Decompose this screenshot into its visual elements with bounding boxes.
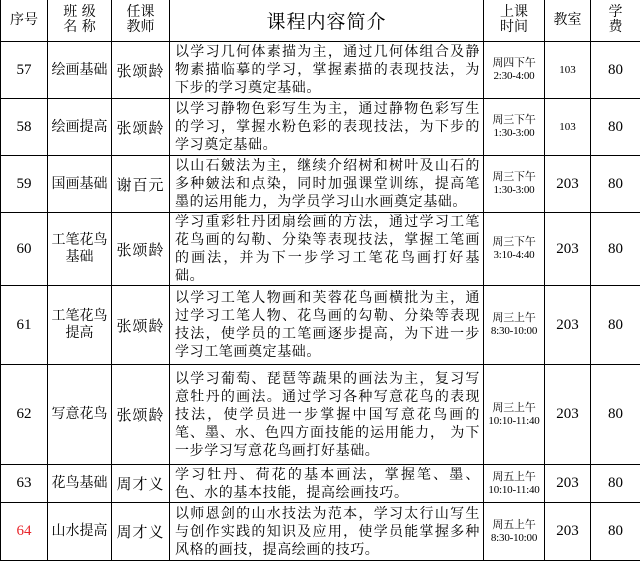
description-cell: 以山石皴法为主，继续介绍树和树叶及山石的多种皴法和点染，同时加强课堂训练，提高笔墨的运用能力，为学员学习山水画奠定基础。: [170, 156, 484, 213]
time-cell: 周三上午 8:30-10:00: [484, 286, 545, 365]
table-row: [1, 42, 640, 99]
room-cell: 203: [545, 156, 591, 213]
description-cell: 以学习几何体素描为主，通过几何体组合及静物素描临摹的学习，掌握素描的表现技法，为下步的学习奠定基础。: [170, 42, 484, 99]
class-name-cell: 写意花鸟: [48, 365, 112, 465]
time-cell: 周三下午 1:30-3:00: [484, 99, 545, 156]
table-row: [1, 365, 640, 465]
seq-cell: 59: [1, 156, 48, 213]
time-cell: 周四下午 2:30-4:00: [484, 42, 545, 99]
teacher-cell: 周才义: [112, 503, 170, 561]
class-name-cell: 国画基础: [48, 156, 112, 213]
teacher-cell: 周才义: [112, 465, 170, 503]
header-time: 上课 时间: [484, 0, 545, 42]
room-cell: 203: [545, 503, 591, 561]
table-row: [1, 156, 640, 213]
description-cell: 以学习静物色彩写生为主，通过静物色彩写生的学习，掌握水粉色彩的表现技法，为下步的学习奠定基础。: [170, 99, 484, 156]
header-seq: 序号: [1, 0, 48, 42]
seq-cell: 60: [1, 213, 48, 286]
fee-cell: 80: [591, 213, 640, 286]
room-cell: 103: [545, 42, 591, 99]
header-row: [1, 0, 640, 42]
time-cell: 周三下午 3:10-4:40: [484, 213, 545, 286]
table-row: [1, 286, 640, 365]
description-cell: 以学习工笔人物画和芙蓉花鸟画横批为主，通过学习工笔人物、花鸟画的勾勒、分染等表现技法，使学员的工笔画逐步提高，为下进一步学习工笔画奠定基础。: [170, 286, 484, 365]
table-row: [1, 213, 640, 286]
header-room: 教室: [545, 0, 591, 42]
class-name-cell: 绘画基础: [48, 42, 112, 99]
teacher-cell: 谢百元: [112, 156, 170, 213]
time-cell: 周三上午 10:10-11:40: [484, 365, 545, 465]
seq-cell: 58: [1, 99, 48, 156]
seq-cell: 57: [1, 42, 48, 99]
table-row: [1, 503, 640, 561]
class-name-cell: 工笔花鸟 基础: [48, 213, 112, 286]
header-teacher: 任课 教师: [112, 0, 170, 42]
description-cell: 学习牡丹、荷花的基本画法，掌握笔、墨、色、水的基本技能，提高绘画技巧。: [170, 465, 484, 503]
description-cell: 以学习葡萄、琵琶等蔬果的画法为主，复习写意牡丹的画法。通过学习各种写意花鸟的表现技法，使学员进一步掌握中国写意花鸟画的笔、墨、水、色四方面技能的运用能力， 为下一步学习写意花鸟画打好基础。: [170, 365, 484, 465]
header-class-name: 班 级 名 称: [48, 0, 112, 42]
seq-cell: 64: [1, 503, 48, 561]
description-cell: 以师恩剑的山水技法为范本，学习太行山写生与创作实践的知识及应用，使学员能掌握多种风格的画技，提高绘画的技巧。: [170, 503, 484, 561]
teacher-cell: 张颂龄: [112, 99, 170, 156]
fee-cell: 80: [591, 99, 640, 156]
room-cell: 103: [545, 99, 591, 156]
class-name-cell: 花鸟基础: [48, 465, 112, 503]
class-name-cell: 绘画提高: [48, 99, 112, 156]
time-cell: 周五上午 8:30-10:00: [484, 503, 545, 561]
fee-cell: 80: [591, 286, 640, 365]
teacher-cell: 张颂龄: [112, 42, 170, 99]
fee-cell: 80: [591, 365, 640, 465]
fee-cell: 80: [591, 465, 640, 503]
time-cell: 周三下午 1:30-3:00: [484, 156, 545, 213]
room-cell: 203: [545, 213, 591, 286]
fee-cell: 80: [591, 156, 640, 213]
time-cell: 周五上午 10:10-11:40: [484, 465, 545, 503]
class-name-cell: 山水提高: [48, 503, 112, 561]
seq-cell: 61: [1, 286, 48, 365]
header-content: 课程内容简介: [170, 0, 484, 42]
teacher-cell: 张颂龄: [112, 286, 170, 365]
room-cell: 203: [545, 365, 591, 465]
header-fee: 学 费: [591, 0, 640, 42]
fee-cell: 80: [591, 503, 640, 561]
class-name-cell: 工笔花鸟 提高: [48, 286, 112, 365]
teacher-cell: 张颂龄: [112, 213, 170, 286]
seq-cell: 62: [1, 365, 48, 465]
room-cell: 203: [545, 286, 591, 365]
fee-cell: 80: [591, 42, 640, 99]
room-cell: 203: [545, 465, 591, 503]
table-row: [1, 465, 640, 503]
teacher-cell: 张颂龄: [112, 365, 170, 465]
table-row: [1, 99, 640, 156]
description-cell: 学习重彩牡丹团扇绘画的方法，通过学习工笔花鸟画的勾勒、分染等表现技法，掌握工笔画的画法，并为下一步学习工笔花鸟画打好基础。: [170, 213, 484, 286]
seq-cell: 63: [1, 465, 48, 503]
